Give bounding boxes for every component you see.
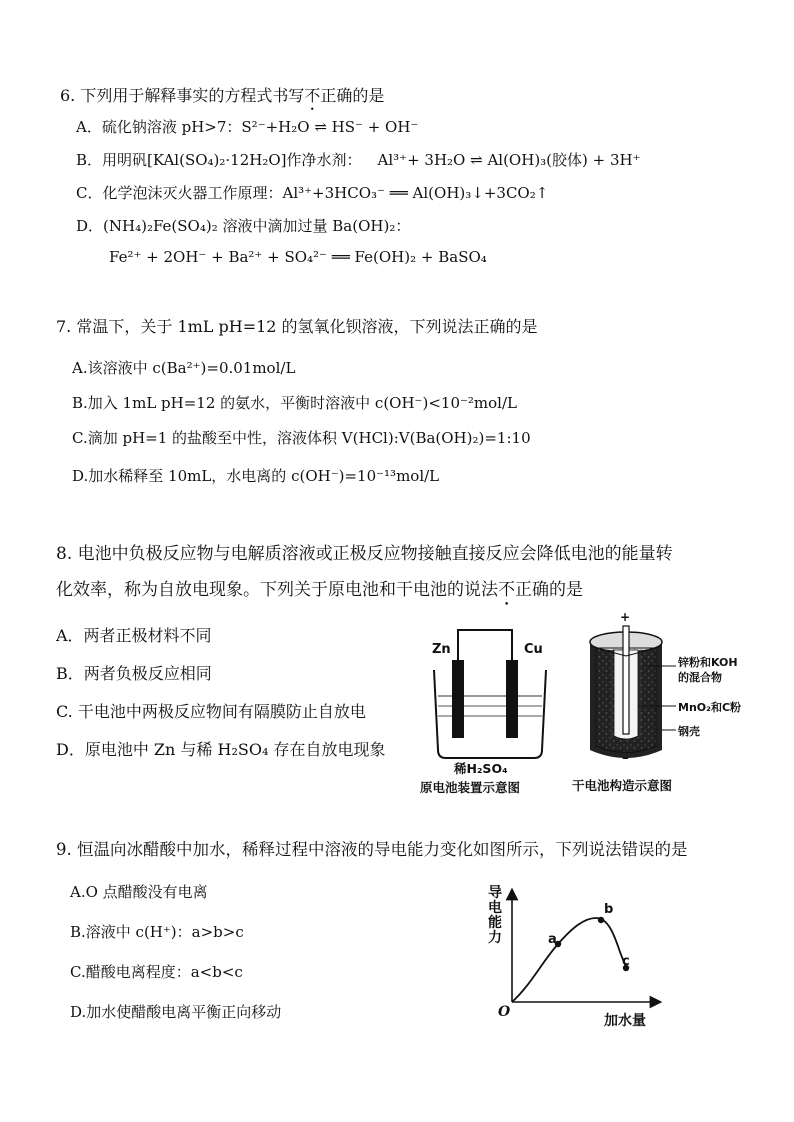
q9-option-d: D.加水使醋酸电离平衡正向移动 [70,1003,282,1021]
q6-option-a: A．硫化钠溶液 pH>7：S²⁻+H₂O ⇌ HS⁻ + OH⁻ [76,118,419,136]
negative-terminal-label: – [622,750,629,766]
q6-option-c: C．化学泡沫灭火器工作原理：Al³⁺+3HCO₃⁻ ══ Al(OH)₃↓+3CO₂↑ [76,184,549,202]
q9-option-b: B.溶液中 c(H⁺)：a>b>c [70,923,244,941]
q8-stem-line2: 化效率，称为自放电现象。下列关于原电池和干电池的说法不正确的是 [56,580,583,600]
galvanic-cell-caption: 原电池装置示意图 [420,780,521,795]
zn-label: Zn [432,642,451,657]
q7-option-b: B.加入 1mL pH=12 的氨水，平衡时溶液中 c(OH⁻)<10⁻²mol/L [72,394,517,412]
q8-option-d: D．原电池中 Zn 与稀 H₂SO₄ 存在自放电现象 [56,740,386,759]
dry-cell-figure [566,610,776,802]
dry-cell-caption: 干电池构造示意图 [572,778,673,793]
origin-label: O [498,1004,511,1020]
point-a-label: a [548,932,557,947]
dilute-sulfuric-acid-label: 稀H₂SO₄ [454,761,508,776]
q7-option-c: C.滴加 pH=1 的盐酸至中性，溶液体积 V(HCl):V(Ba(OH)₂)=1:10 [72,429,531,447]
galvanic-cell-figure [420,612,570,802]
cu-label: Cu [524,642,543,657]
q9-option-c: C.醋酸电离程度：a<b<c [70,963,243,981]
q7-option-d: D.加水稀释至 10mL，水电离的 c(OH⁻)=10⁻¹³mol/L [72,467,440,485]
point-b [598,917,604,923]
q8-stem-line1: 8. 电池中负极反应物与电解质溶液或正极反应物接触直接反应会降低电池的能量转 [56,544,673,564]
q7-option-a: A.该溶液中 c(Ba²⁺)=0.01mol/L [72,359,296,377]
steel-case-label: 钢壳 [678,725,700,738]
x-axis-label: 加水量 [604,1013,646,1029]
conductivity-graph [480,882,680,1032]
q9-stem: 9. 恒温向冰醋酸中加水，稀释过程中溶液的导电能力变化如图所示，下列说法错误的是 [56,840,688,859]
positive-terminal-label: + [620,610,631,624]
q6-stem: 6. 下列用于解释事实的方程式书写不正确的是 [60,86,385,105]
point-c-label: c [622,954,630,969]
conductivity-curve [512,918,628,1002]
q8-option-c: C. 干电池中两极反应物间有隔膜防止自放电 [56,702,366,721]
mno2-carbon-label: MnO₂和C粉 [678,701,742,714]
zinc-koh-label-1: 锌粉和KOH [678,656,738,669]
q8-option-a: A．两者正极材料不同 [56,626,212,645]
q8-option-b: B．两者负极反应相同 [56,664,212,683]
q6-option-d: D．(NH₄)₂Fe(SO₄)₂ 溶液中滴加过量 Ba(OH)₂： [76,217,411,235]
q7-stem: 7. 常温下，关于 1mL pH=12 的氢氧化钡溶液，下列说法正确的是 [56,317,538,336]
point-b-label: b [604,902,614,917]
q9-option-a: A.O 点醋酸没有电离 [70,883,208,901]
q6-option-d-equation: Fe²⁺ + 2OH⁻ + Ba²⁺ + SO₄²⁻ ══ Fe(OH)₂ + BaSO₄ [109,248,487,266]
q6-option-b: B．用明矾[KAl(SO₄)₂·12H₂O]作净水剂： Al³⁺+ 3H₂O ⇌ Al(OH)₃(胶体) + 3H⁺ [76,151,641,169]
y-axis-label: 导 电 能 力 [488,885,502,946]
zinc-koh-label-2: 的混合物 [678,671,722,684]
